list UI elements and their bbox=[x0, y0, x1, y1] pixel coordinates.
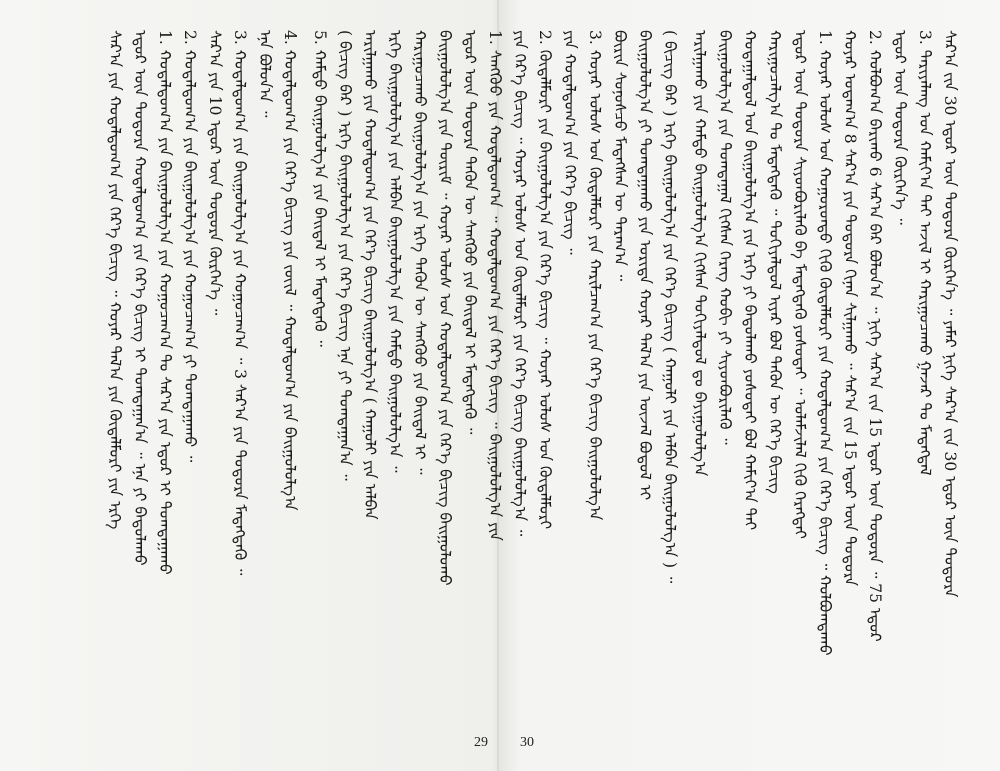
text-column: ᠠᠷᠢᠯᠭᠠᠬᠤ ᠶᠢᠨ ᠬᠤᠳᠠᠯᠳᠤᠭ᠎ᠠ ᠶᠢᠨ ᠭᠡᠷ᠎ᠡ ᠪᠢᠴᠢᠭ ᠪᠠᠢᠭᠤᠯᠤᠯᠭ᠎ᠠ ( ᠬᠠᠭᠤᠯᠢ ᠶᠢᠨ ᠠᠯᠪᠠᠨ bbox=[361, 30, 379, 520]
text-column: ᠶᠢᠨ ᠬᠤᠳᠠᠯᠳᠤᠭ᠎ᠠ ᠶᠢᠨ ᠭᠡᠷ᠎ᠡ ᠪᠢᠴᠢᠭ ᠃ bbox=[561, 30, 579, 255]
text-column: 1. ᠬᠤᠳᠠᠯᠳᠤᠭ᠎ᠠ ᠶᠢᠨ ᠪᠠᠢᠭᠤᠯᠤᠯᠭ᠎ᠠ ᠶᠢᠨ ᠬᠤᠭᠤᠴᠠᠭ᠎ᠠ ᠲᠤ ᠰᠠᠷ᠎ᠠ ᠶᠢᠨ ᠡᠳᠦᠷ ᠢ ᠲᠣᠭᠲᠠᠭᠠᠬᠤ bbox=[156, 30, 174, 575]
text-column: 5. ᠬᠠᠮᠲᠤ ᠪᠠᠢᠭᠤᠯᠤᠯᠭ᠎ᠠ ᠶᠢᠨ ᠪᠠᠢᠳᠠᠯ ᠢ ᠮᠡᠳᠡᠭᠳᠡᠬᠦ ᠃ bbox=[311, 30, 329, 347]
text-column: ᠡᠳᠦᠷ ᠦᠨ ᠳᠣᠲᠣᠷᠠ ᠬᠦᠷᠭᠡᠨ᠎ᠡ ᠃ bbox=[891, 30, 909, 225]
page-number-right: 30 bbox=[520, 735, 534, 750]
text-column: ( ᠪᠢᠴᠢᠭ ᠪᠠᠷ ) ᠡᠷᠬᠡ ᠪᠠᠢᠭᠤᠯᠤᠯᠭ᠎ᠠ ᠶᠢᠨ ᠭᠡᠷ᠎ᠡ ᠪᠢᠴᠢᠭ ( ᠬᠠᠭᠤᠯᠢ ᠶᠢᠨ ᠠᠯᠪᠠᠨ ᠪᠠᠢᠭᠤᠯᠤᠯᠭ᠎ᠠ ) ᠃ bbox=[661, 30, 679, 584]
page-number-left: 29 bbox=[474, 735, 488, 750]
text-column: ᠡᠨᠡ ᠪᠣᠯᠤᠨ᠎ᠠ ᠃ bbox=[256, 30, 274, 118]
text-column: ᠡᠳᠦᠷ ᠦᠨ ᠳᠣᠲᠣᠷᠠ ᠰᠢᠶᠳᠪᠦᠷᠢᠯᠡᠬᠦ ᠪᠠ ᠮᠡᠳᠡᠭᠳᠡᠬᠦ ᠶᠣᠰᠣᠲᠠᠢ ᠃ ᠤᠯᠠᠮᠵᠢᠯᠠᠯ ᠬᠢᠬᠦ ᠬᠡᠷᠡᠭᠳᠡᠶ bbox=[791, 30, 809, 539]
text-column: ᠬᠣᠶᠠᠷ ᠤᠳᠠᠭ᠎ᠠ 8 ᠰᠠᠷ᠎ᠠ ᠶᠢᠨ ᠳᠣᠲᠣᠷᠠ ᠬᠢᠨᠠᠨ ᠰᠢᠯᠭᠠᠬᠤ ᠃ ᠰᠠᠷ᠎ᠠ ᠵᠢᠨ 15 ᠡᠳᠦᠷ ᠦᠨ ᠳᠣᠲᠣᠷᠠ bbox=[841, 30, 859, 587]
text-column: ᠬᠠᠷᠢᠭᠤᠴᠠᠬᠤ ᠪᠠᠢᠭᠤᠯᠤᠯᠭ᠎ᠠ ᠶᠢᠨ ᠡᠷᠬᠡ ᠲᠡᠭᠦᠨ ᠦ ᠰᠠᠩᠬᠦᠦ ᠶᠢᠨ ᠪᠠᠢᠳᠠᠯ ᠢ ᠃ bbox=[411, 30, 429, 475]
text-column: ᠪᠠᠢᠭᠤᠯᠤᠯᠭ᠎ᠠ ᠶᠢ ᠲᠣᠭᠲᠠᠭᠠᠬᠤ ᠶᠢᠨ ᠤᠷᠢᠳᠠ ᠬᠣᠶᠠᠷ ᠲᠠᠯ᠎ᠠ ᠶᠢᠨ ᠦᠵᠡᠯ ᠪᠣᠳᠤᠯ ᠢ bbox=[636, 30, 654, 501]
text-column: ᠡᠷᠬᠡ ᠪᠠᠢᠭᠤᠯᠤᠯᠭ᠎ᠠ ᠶᠢᠨ ᠠᠯᠪᠠᠨ ᠪᠠᠢᠭᠤᠯᠤᠯᠭ᠎ᠠ ᠶᠢᠨ ᠬᠠᠮᠲᠤ ᠪᠠᠢᠭᠤᠯᠤᠯᠭ᠎ᠠ ᠃ bbox=[386, 30, 404, 473]
text-column: ( ᠪᠢᠴᠢᠭ ᠪᠠᠷ ) ᠡᠷᠬᠡ ᠪᠠᠢᠭᠤᠯᠤᠯᠭ᠎ᠠ ᠶᠢᠨ ᠭᠡᠷ᠎ᠡ ᠪᠢᠴᠢᠭ ᠡᠨᠡ ᠶᠢ ᠲᠣᠭᠲᠠᠭᠠᠨ᠎ᠠ ᠃ bbox=[336, 30, 354, 481]
text-column: 2. ᠬᠤᠳᠠᠯᠳᠤᠭ᠎ᠠ ᠶᠢᠨ ᠪᠠᠢᠭᠤᠯᠤᠯᠭ᠎ᠠ ᠶᠢᠨ ᠬᠤᠭᠤᠴᠠᠭ᠎ᠠ ᠶᠢ ᠲᠣᠭᠲᠠᠭᠠᠬᠤ ᠃ bbox=[181, 30, 199, 463]
text-column: 2. ᠬᠥᠳᠡᠯᠮᠦᠷᠢ ᠶᠢᠨ ᠪᠠᠢᠭᠤᠯᠤᠯᠭ᠎ᠠ ᠶᠢᠨ ᠭᠡᠷ᠎ᠡ ᠪᠢᠴᠢᠭ ᠃ ᠬᠣᠶᠠᠷ ᠤᠯᠤᠰ ᠤᠨ ᠬᠥᠳᠡᠯᠮᠦᠷᠢ bbox=[536, 30, 554, 530]
text-column: ᠡᠳᠦᠷ ᠦᠨ ᠳᠣᠲᠣᠷᠠ ᠲᠡᠭᠦᠨ ᠦ ᠰᠠᠩᠬᠦᠦ ᠶᠢᠨ ᠪᠠᠢᠳᠠᠯ ᠢ ᠮᠡᠳᠡᠭᠳᠡᠬᠦ ᠃ bbox=[461, 30, 479, 435]
text-column: ᠪᠠᠢᠭᠤᠯᠤᠯᠭ᠎ᠠ ᠶᠢᠨ ᠲᠣᠭᠲᠠᠭᠠᠯ ᠬᠢᠭᠰᠡᠨ ᠬᠡᠷᠡᠭ ᠬᠤᠪᠢ ᠶᠢ ᠰᠢᠶᠳᠪᠦᠷᠢᠯᠡᠬᠦ ᠃ bbox=[716, 30, 734, 445]
text-column: 4. ᠬᠤᠳᠠᠯᠳᠤᠭ᠎ᠠ ᠶᠢᠨ ᠭᠡᠷ᠎ᠡ ᠪᠢᠴᠢᠭ ᠶᠢᠨ ᠵᠦᠢᠯ ᠃ ᠬᠤᠳᠠᠯᠳᠤᠭ᠎ᠠ ᠶᠢᠨ ᠪᠠᠢᠭᠤᠯᠤᠯᠭ᠎ᠠ bbox=[281, 30, 299, 511]
text-column: ᠪᠦᠷᠢᠨ ᠰᠣᠨᠣᠰᠴᠤ ᠮᠡᠳᠡᠭᠰᠡᠨ ᠦ ᠳᠠᠷᠠᠭ᠎ᠠ ᠃ bbox=[611, 30, 629, 282]
text-column: ᠪᠠᠢᠭᠤᠯᠤᠯᠭ᠎ᠠ ᠶᠢᠨ ᠳᠦᠷᠢᠮ ᠃ ᠬᠣᠶᠠᠷ ᠤᠯᠤᠰ ᠤᠨ ᠬᠤᠳᠠᠯᠳᠤᠭ᠎ᠠ ᠶᠢᠨ ᠭᠡᠷ᠎ᠡ ᠪᠢᠴᠢᠭ ᠪᠠᠢᠭᠤᠯᠤᠬᠤ bbox=[436, 30, 454, 586]
text-column: ᠶᠢᠨ ᠭᠡᠷ᠎ᠡ ᠪᠢᠴᠢᠭ ᠃ ᠬᠣᠶᠠᠷ ᠤᠯᠤᠰ ᠤᠨ ᠬᠥᠳᠡᠯᠮᠦᠷᠢ ᠶᠢᠨ ᠭᠡᠷ᠎ᠡ ᠪᠢᠴᠢᠭ ᠪᠠᠢᠭᠤᠯᠤᠯᠭ᠎ᠠ ᠃ bbox=[511, 30, 529, 537]
text-column: 1. ᠬᠣᠶᠠᠷ ᠤᠯᠤᠰ ᠤᠨ ᠬᠣᠭᠣᠷᠣᠨᠳᠣ ᠬᠢᠬᠦ ᠬᠥᠳᠡᠯᠮᠦᠷᠢ ᠶᠢᠨ ᠬᠤᠳᠠᠯᠳᠤᠭ᠎ᠠ ᠶᠢᠨ ᠭᠡᠷ᠎ᠡ ᠪᠢᠴᠢᠭ ᠃ ᠬᠣᠯᠪᠣᠭᠳᠠᠬᠤ bbox=[816, 30, 834, 656]
text-column: ᠠᠷᠢᠯᠭᠠᠬᠤ ᠶᠢᠨ ᠬᠠᠮᠲᠤ ᠪᠠᠢᠭᠤᠯᠤᠯᠭ᠎ᠠ ᠬᠢᠭᠰᠡᠨ ᠲᠣᠬᠢᠶᠠᠯᠳᠤᠯ ᠳᠤ ᠪᠠᠶᠢᠭᠤᠯᠤᠯᠭ᠎ᠠ bbox=[691, 30, 709, 477]
text-column: 3. ᠬᠤᠳᠠᠯᠳᠤᠭ᠎ᠠ ᠶᠢᠨ ᠪᠠᠢᠭᠤᠯᠤᠯᠭ᠎ᠠ ᠶᠢᠨ ᠬᠤᠭᠤᠴᠠᠭ᠎ᠠ ᠃ 3 ᠰᠠᠷ᠎ᠠ ᠶᠢᠨ ᠳᠣᠲᠣᠷᠠ ᠮᠡᠳᠡᠭᠳᠡᠬᠦ ᠃ bbox=[231, 30, 249, 576]
text-column: ᠰᠠᠷ᠎ᠠ ᠶᠢᠨ 10 ᠡᠳᠦᠷ ᠦᠨ ᠳᠣᠲᠣᠷᠠ ᠬᠦᠷᠭᠡᠨ᠎ᠡ ᠃ bbox=[206, 30, 224, 316]
text-column: 1. ᠰᠠᠩᠬᠦᠦ ᠶᠢᠨ ᠬᠤᠳᠠᠯᠳᠤᠭ᠎ᠠ ᠃ ᠬᠤᠳᠠᠯᠳᠤᠭ᠎ᠠ ᠶᠢᠨ ᠭᠡᠷ᠎ᠡ ᠪᠢᠴᠢᠭ ᠃ ᠪᠠᠢᠭᠤᠯᠤᠯᠭ᠎ᠠ ᠶᠢᠨ bbox=[486, 30, 504, 541]
text-column: ᠡᠳᠦᠷ ᠦᠨ ᠳᠣᠲᠣᠷᠠ ᠬᠤᠳᠠᠯᠳᠤᠭ᠎ᠠ ᠶᠢᠨ ᠭᠡᠷ᠎ᠡ ᠪᠢᠴᠢᠭ ᠢ ᠲᠣᠭᠲᠠᠭᠠᠨ᠎ᠠ ᠃ ᠡᠨᠡ ᠶᠢ ᠪᠠᠲᠤᠯᠠᠬᠤ bbox=[131, 30, 149, 566]
text-column: ᠰᠠᠷ᠎ᠠ ᠶᠢᠨ ᠬᠤᠳᠠᠯᠳᠤᠭ᠎ᠠ ᠶᠢᠨ ᠭᠡᠷ᠎ᠡ ᠪᠢᠴᠢᠭ ᠃ ᠬᠣᠶᠠᠷ ᠲᠠᠯ᠎ᠠ ᠶᠢᠨ ᠬᠥᠳᠡᠯᠮᠦᠷᠢ ᠶᠢᠨ ᠡᠷᠬᠡ bbox=[106, 30, 124, 530]
text-column: 3. ᠲᠠᠷᠢᠶᠠᠯᠠᠩ ᠤᠨ ᠬᠠᠮᠢᠶ᠎ᠠ ᠲᠠᠢ ᠠᠵᠢᠯ ᠢ ᠬᠠᠷᠢᠭᠤᠴᠠᠬᠤ ᠭᠠᠵᠠᠷ ᠲᠤ ᠮᠡᠳᠡᠭᠳᠡᠯ bbox=[916, 30, 934, 476]
text-column: ᠬᠠᠷᠢᠭᠤᠴᠠᠯᠭ᠎ᠠ ᠲᠤ ᠮᠡᠳᠡᠭᠳᠡᠬᠦ ᠃ ᠲᠣᠬᠢᠶᠠᠯᠳᠤᠯ ᠢᠶᠡᠷ ᠪᠣᠯ ᠲᠡᠭᠦᠨ ᠦ ᠭᠡᠷ᠎ᠡ ᠪᠢᠴᠢᠭ bbox=[766, 30, 784, 494]
text-column: 2. ᠬᠣᠯᠪᠣᠭ᠎ᠠ ᠪᠠᠷᠢᠬᠤ 6 ᠰᠠᠷ᠎ᠠ ᠪᠠᠷ ᠪᠣᠯᠤᠨ᠎ᠠ ᠃ ᠨᠢᠭᠡ ᠰᠠᠷ᠎ᠠ ᠵᠢᠨ 15 ᠡᠳᠦᠷ ᠦᠨ ᠳᠣᠲᠣᠷᠠ ᠃ 75 ᠡᠳᠦᠷ bbox=[866, 30, 884, 642]
text-column: 3. ᠬᠣᠶᠠᠷ ᠤᠯᠤᠰ ᠤᠨ ᠬᠥᠳᠡᠯᠮᠦᠷᠢ ᠶᠢᠨ ᠬᠠᠷᠢᠯᠴᠠᠭ᠎ᠠ ᠶᠢᠨ ᠭᠡᠷ᠎ᠡ ᠪᠢᠴᠢᠭ ᠪᠠᠢᠭᠤᠯᠤᠯᠭ᠎ᠠ bbox=[586, 30, 604, 521]
text-column: ᠰᠠᠷ᠎ᠠ ᠵᠢᠨ 30 ᠡᠳᠦᠷ ᠦᠨ ᠳᠣᠲᠣᠷᠠ ᠬᠦᠷᠬᠡᠨ᠎ᠡ ᠃ ᠶᠠᠮᠠᠷ ᠨᠢᠭᠡ ᠰᠠᠷ᠎ᠠ ᠵᠢᠨ 30 ᠡᠳᠦᠷ ᠦᠨ ᠳᠣᠲᠣᠷᠠ bbox=[941, 30, 959, 598]
text-column: ᠬᠤᠲᠠᠭᠠᠯᠳᠤᠯ ᠤᠨ ᠪᠠᠢᠭᠤᠯᠤᠯᠭ᠎ᠠ ᠶᠢᠨ ᠡᠷᠬᠡ ᠶᠢ ᠪᠠᠲᠤᠯᠠᠬᠤ ᠶᠣᠰᠣᠲᠠᠢ ᠪᠣᠯ ᠬᠠᠮᠢᠶ᠎ᠠ ᠲᠠᠢ bbox=[741, 30, 759, 531]
